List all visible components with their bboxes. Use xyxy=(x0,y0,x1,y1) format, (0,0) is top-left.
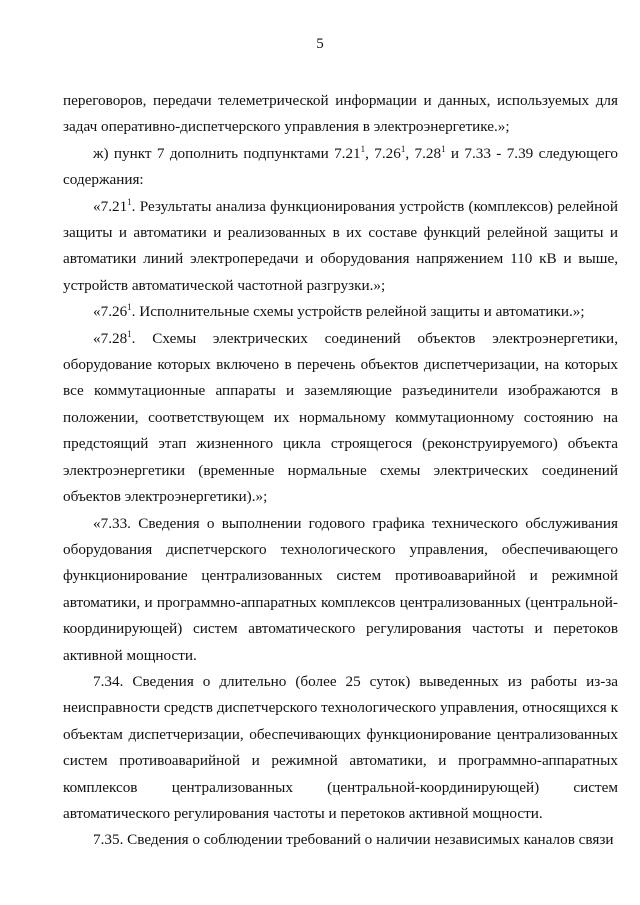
text-segment: 7.34. Сведения о длительно (более 25 суток) выведенных из работы из-за неисправности средств диспетчерского технологического управления, относящихся к объектам диспетчеризации, обеспечивающих функционирование централизованных систем противоаварийной и режимной автоматики, и программно-аппаратных комплексов централизованных (центральной-координирующей) систем автоматического регулирования частоты и перетоков активной мощности. xyxy=(63,672,618,822)
paragraph-7-34 xyxy=(63,669,618,827)
text-segment: «7.33. Сведения о выполнении годового графика технического обслуживания оборудования диспетчерского технологического управления, обеспечивающего функционирование централизованных систем противоаварийной и режимной автоматики, и программно-аппаратных комплексов централизованных (центральной-координирующей) систем автоматического регулирования частоты и перетоков активной мощности. xyxy=(63,514,618,664)
paragraph-amendment-zh xyxy=(63,141,618,194)
text-segment: . Результаты анализа функционирования устройств (комплексов) релейной защиты и автоматики и реализованных в их составе функций релейной защиты и автоматики линий электропередачи и оборудования напряжением 110 кВ и выше, устройств автоматической частотной разгрузки.»; xyxy=(63,197,618,294)
text-segment: «7.26 xyxy=(93,303,128,321)
text-segment: , 7.28 xyxy=(405,144,442,162)
text-segment: , 7.26 xyxy=(365,144,401,162)
superscript: 1 xyxy=(127,302,132,313)
text-segment: . Схемы электрических соединений объектов электроэнергетики, оборудование которых включено в перечень объектов диспетчеризации, на которых все коммутационные аппараты и заземляющие разъединители изображаются в положении, соответствующем их нормальному коммутационному состоянию на предстоящий этап жизненного цикла строящегося (реконструируемого) объекта электроэнергетики (временные нормальные схемы электрических соединений объектов электроэнергетики).»; xyxy=(63,329,618,506)
paragraph-7-21-1 xyxy=(63,194,618,300)
superscript: 1 xyxy=(441,143,446,154)
superscript: 1 xyxy=(127,196,132,207)
paragraph-7-28-1 xyxy=(63,326,618,511)
text-segment: . Исполнительные схемы устройств релейной защиты и автоматики.»; xyxy=(131,303,585,321)
page-number: 5 xyxy=(316,36,324,52)
superscript: 1 xyxy=(360,143,366,154)
paragraph-7-33 xyxy=(63,511,618,669)
paragraph-7-35 xyxy=(63,827,618,853)
text-segment: и 7.33 - 7.39 следующего содержания: xyxy=(63,144,619,189)
paragraph-7-26-1 xyxy=(63,299,618,325)
superscript: 1 xyxy=(400,143,406,154)
text-segment: ж) пункт 7 дополнить подпунктами 7.21 xyxy=(93,144,361,162)
superscript: 1 xyxy=(127,328,132,339)
text-segment: «7.21 xyxy=(93,197,128,215)
text-segment: 7.35. Сведения о соблюдении требований о наличии независимых каналов связи xyxy=(93,831,614,849)
paragraph-intro xyxy=(63,88,618,141)
text-segment: переговоров, передачи телеметрической информации и данных, используемых для задач оперативно-диспетчерского управления в электроэнергетике.»; xyxy=(63,92,618,136)
text-segment: «7.28 xyxy=(93,329,128,347)
document-body xyxy=(63,88,618,854)
